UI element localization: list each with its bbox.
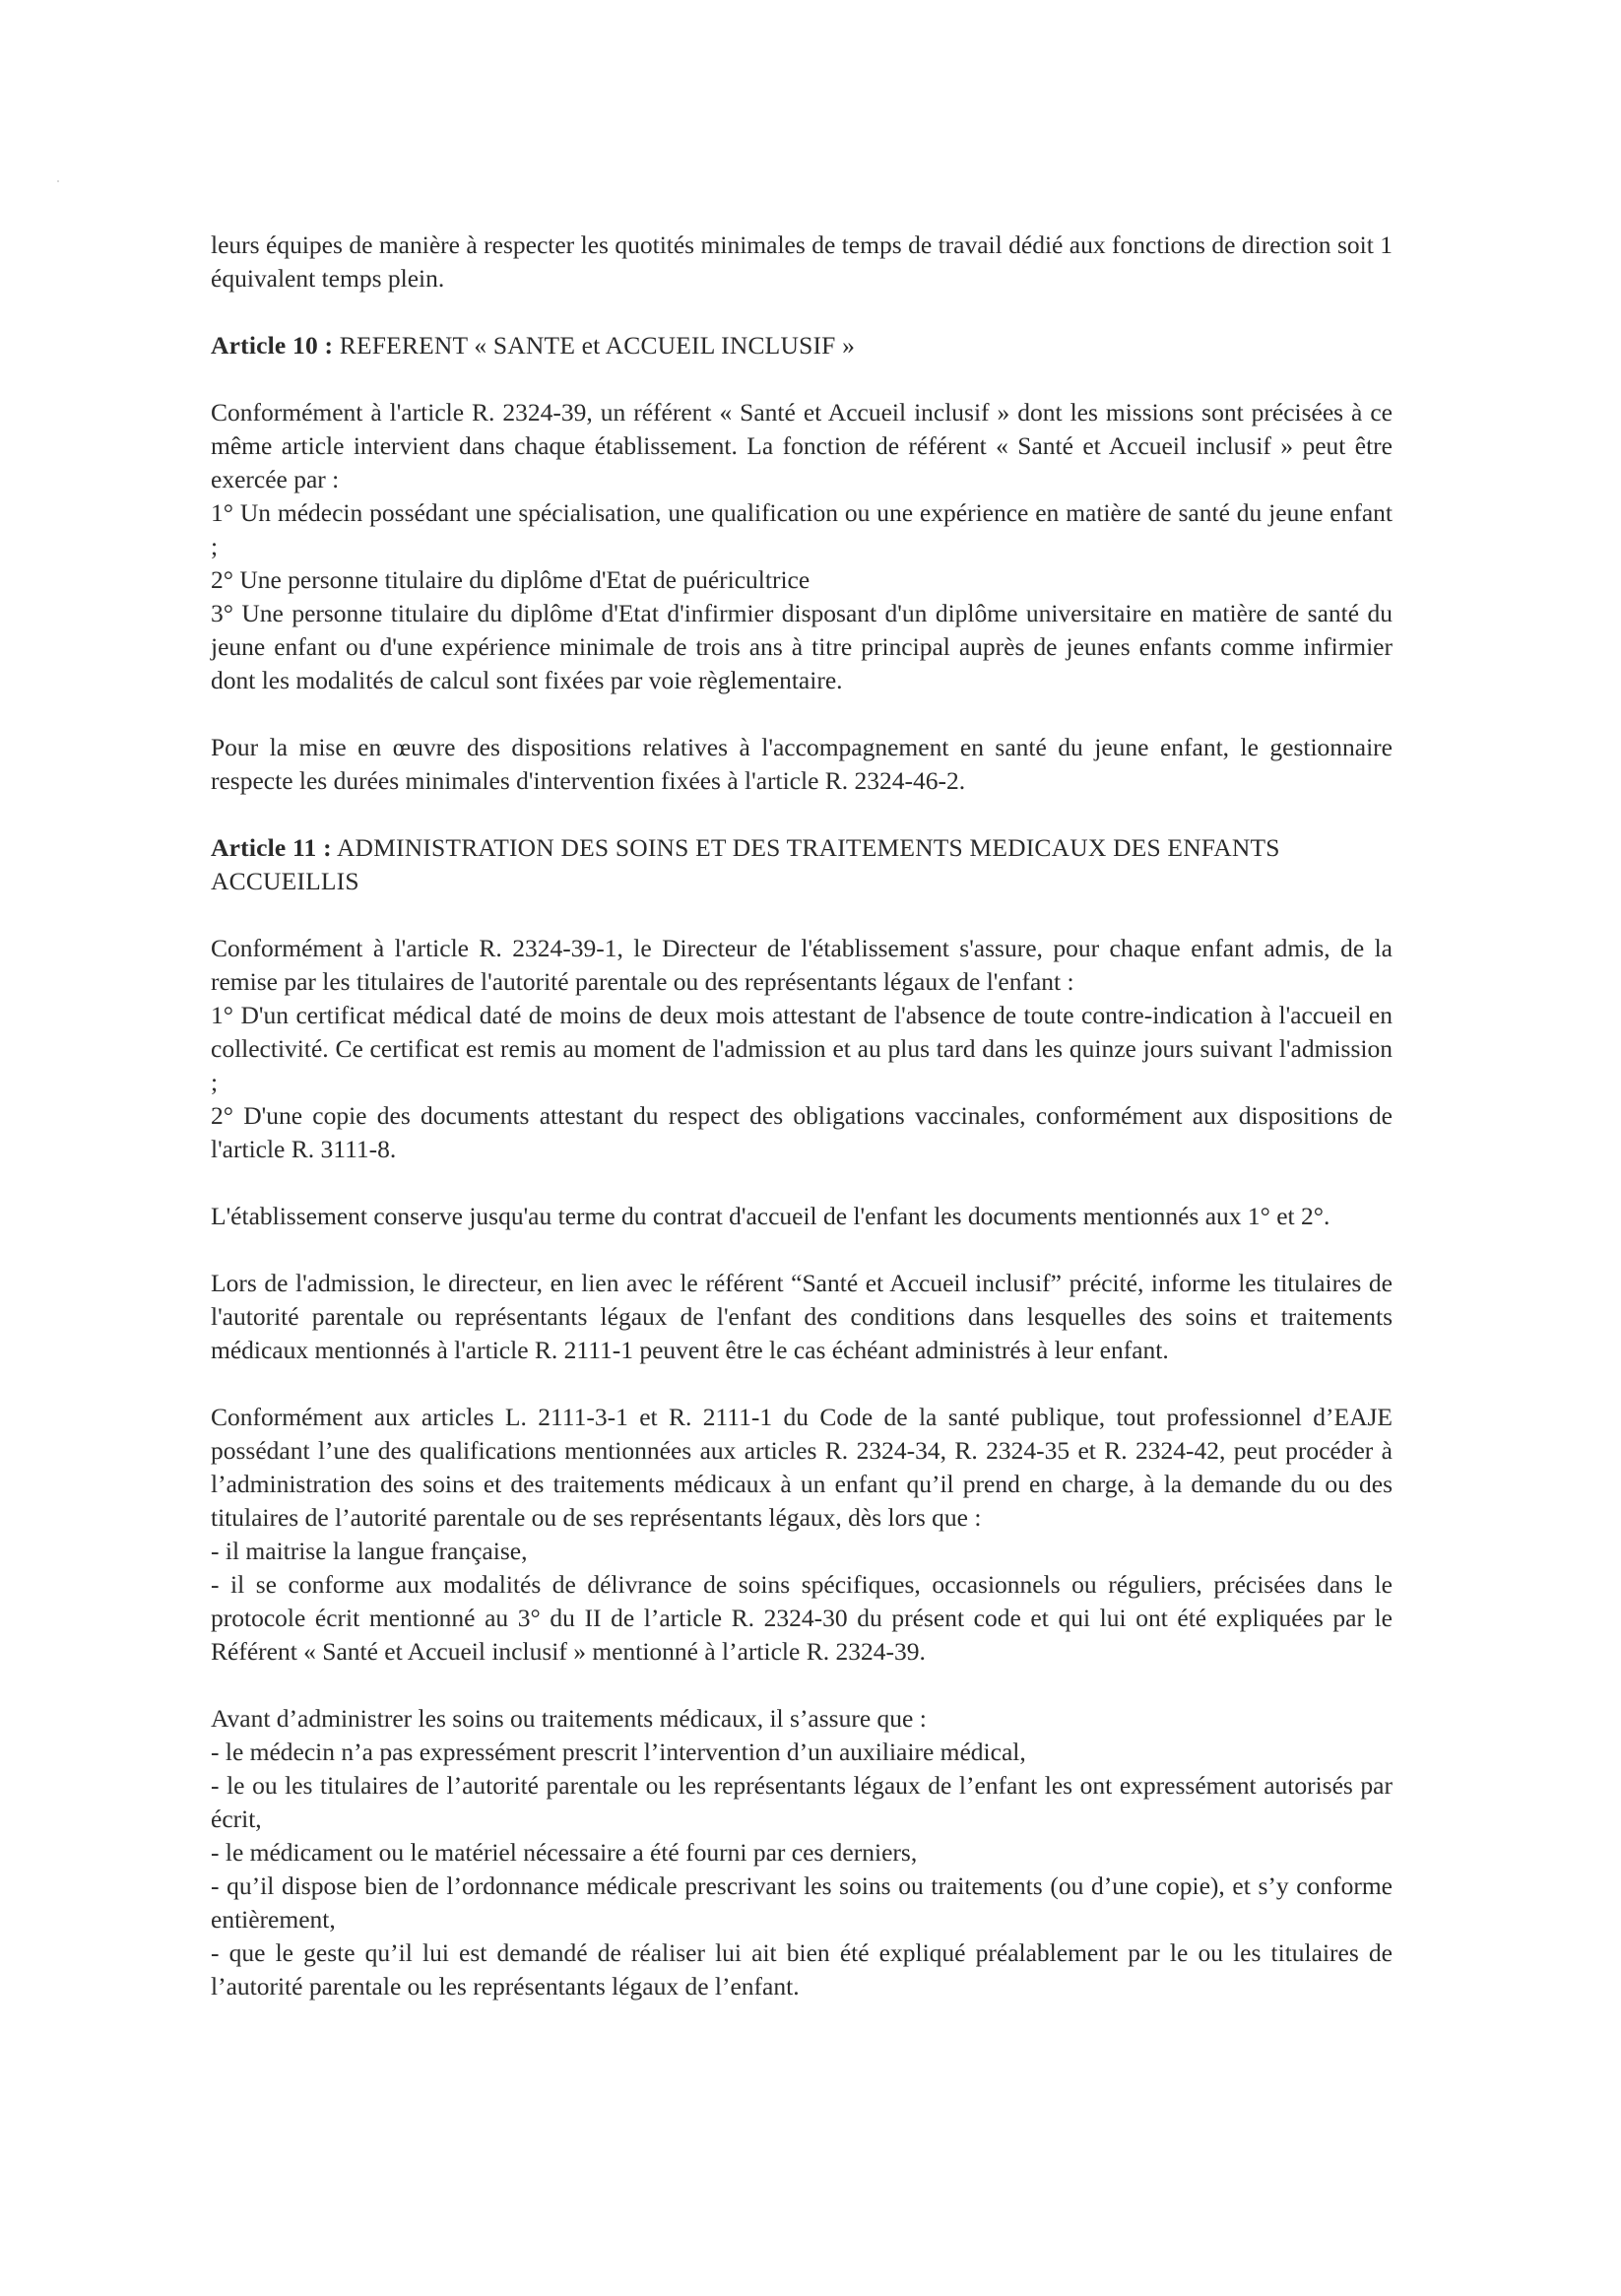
article-10-label: Article 10 : [211, 331, 334, 360]
article-10-paragraph-2: Pour la mise en œuvre des dispositions relatives à l'accompagnement en santé du jeune enfant, le gestionnaire respecte les durées minimales d'intervention fixées à l'article R. 2324-46-2. [211, 733, 1393, 795]
article-11-paragraph-5: Avant d’administrer les soins ou traitements médicaux, il s’assure que : [211, 1704, 927, 1733]
article-11-heading [211, 831, 1393, 898]
article-11-item-1: 1° D'un certificat médical daté de moins de deux mois attestant de l'absence de toute contre-indication à l'accueil en collectivité. Ce certificat est remis au moment de l'admission et au plus tard dans les quinze jours suivant l'admission ; [211, 1001, 1393, 1096]
article-11-title: ADMINISTRATION DES SOINS ET DES TRAITEMENTS MEDICAUX DES ENFANTS ACCUEILLIS [211, 833, 1280, 895]
article-10-title: REFERENT « SANTE et ACCUEIL INCLUSIF » [339, 331, 856, 360]
article-11-paragraph-1: Conformément à l'article R. 2324-39-1, le Directeur de l'établissement s'assure, pour chaque enfant admis, de la remise par les titulaires de l'autorité parentale ou des représentants légaux de l'enfant : [211, 934, 1393, 996]
article-11-paragraph-2: L'établissement conserve jusqu'au terme du contrat d'accueil de l'enfant les documents mentionnés aux 1° et 2°. [211, 1202, 1330, 1230]
article-11-paragraph-3: Lors de l'admission, le directeur, en lien avec le référent “Santé et Accueil inclusif” précité, informe les titulaires de l'autorité parentale ou représentants légaux de l'enfant des conditions dans lesquelles des soins et traitements médicaux mentionnés à l'article R. 2111-1 peuvent être le cas échéant administrés à leur enfant. [211, 1269, 1393, 1364]
intro-paragraph: leurs équipes de manière à respecter les quotités minimales de temps de travail dédié aux fonctions de direction soit 1 équivalent temps plein. [211, 230, 1393, 293]
article-10-paragraph-1: Conformément à l'article R. 2324-39, un référent « Santé et Accueil inclusif » dont les missions sont précisées à ce même article intervient dans chaque établissement. La fonction de référent « Santé et Accueil inclusif » peut être exercée par : [211, 398, 1393, 493]
article-11-paragraph-4-item-2: - il se conforme aux modalités de délivrance de soins spécifiques, occasionnels ou réguliers, précisées dans le protocole écrit mentionné au 3° du II de l’article R. 2324-30 du présent code et qui lui ont été expliquées par le Référent « Santé et Accueil inclusif » mentionné à l’article R. 2324-39. [211, 1570, 1393, 1666]
article-11-label: Article 11 : [211, 833, 332, 862]
article-11-paragraph-5-item-3: - le médicament ou le matériel nécessaire a été fourni par ces derniers, [211, 1838, 918, 1867]
article-10-item-3: 3° Une personne titulaire du diplôme d'Etat d'infirmier disposant d'un diplôme universitaire en matière de santé du jeune enfant ou d'une expérience minimale de trois ans à titre principal auprès de jeunes enfants comme infirmier dont les modalités de calcul sont fixées par voie règlementaire. [211, 599, 1393, 694]
article-11-paragraph-5-item-2: - le ou les titulaires de l’autorité parentale ou les représentants légaux de l’enfant les ont expressément autorisés par écrit, [211, 1771, 1393, 1833]
article-11-item-2: 2° D'une copie des documents attestant du respect des obligations vaccinales, conformément aux dispositions de l'article R. 3111-8. [211, 1101, 1393, 1163]
article-11-paragraph-4-item-1: - il maitrise la langue française, [211, 1537, 528, 1565]
article-11-paragraph-5-item-1: - le médecin n’a pas expressément prescrit l’intervention d’un auxiliaire médical, [211, 1738, 1026, 1766]
article-10-heading [211, 329, 1393, 362]
article-10-item-2: 2° Une personne titulaire du diplôme d'Etat de puéricultrice [211, 565, 810, 594]
article-10-item-1: 1° Un médecin possédant une spécialisation, une qualification ou une expérience en matière de santé du jeune enfant ; [211, 498, 1393, 560]
scan-speck [57, 180, 59, 182]
article-11-paragraph-5-item-4: - qu’il dispose bien de l’ordonnance médicale prescrivant les soins ou traitements (ou d’une copie), et s’y conforme entièrement, [211, 1871, 1393, 1934]
article-11-paragraph-5-item-5: - que le geste qu’il lui est demandé de réaliser lui ait bien été expliqué préalablement par le ou les titulaires de l’autorité parentale ou les représentants légaux de l’enfant. [211, 1938, 1393, 2001]
article-11-paragraph-4: Conformément aux articles L. 2111-3-1 et R. 2111-1 du Code de la santé publique, tout professionnel d’EAJE possédant l’une des qualifications mentionnées aux articles R. 2324-34, R. 2324-35 et R. 2324-42, peut procéder à l’administration des soins et des traitements médicaux à un enfant qu’il prend en charge, à la demande du ou des titulaires de l’autorité parentale ou de ses représentants légaux, dès lors que : [211, 1403, 1393, 1532]
document-body [211, 229, 1393, 2003]
